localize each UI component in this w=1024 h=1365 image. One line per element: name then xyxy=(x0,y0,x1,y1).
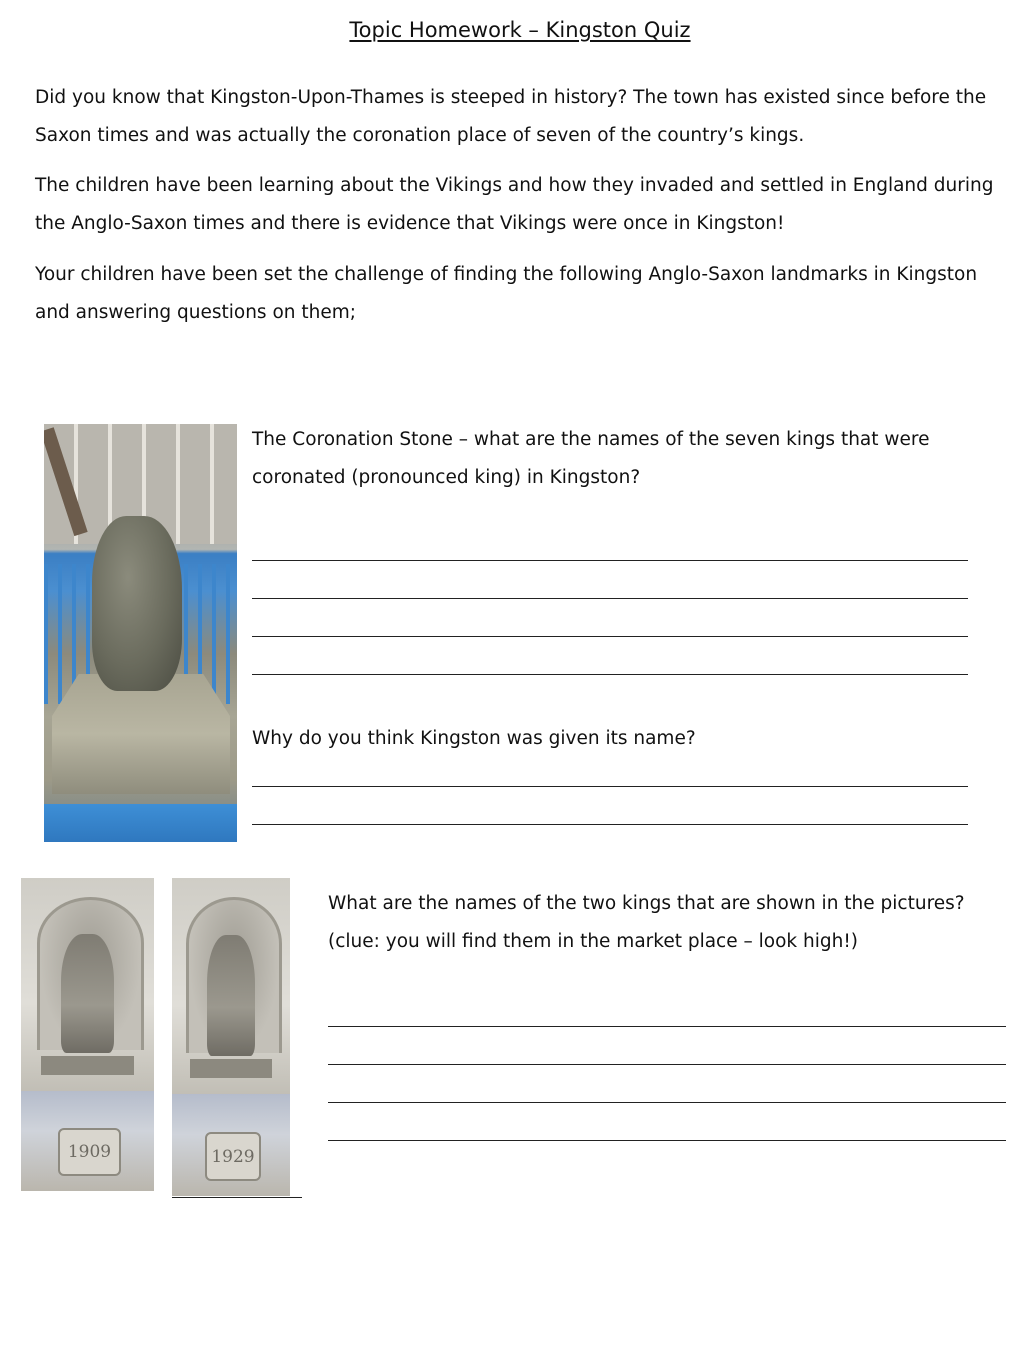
question-coronation-stone: The Coronation Stone – what are the names of the seven kings that were coronated (pronounced king) in Kingston? xyxy=(252,429,930,488)
challenge-paragraph: Your children have been set the challenge of finding the following Anglo-Saxon landmarks in Kingston and answering questions on them; xyxy=(35,264,978,323)
plaque-year: 1909 xyxy=(58,1128,121,1176)
answer-line[interactable] xyxy=(328,1026,1006,1027)
answer-line[interactable] xyxy=(252,636,968,637)
answer-line[interactable] xyxy=(252,824,968,825)
photo-underline xyxy=(172,1197,302,1198)
answer-line[interactable] xyxy=(328,1140,1006,1141)
answer-line[interactable] xyxy=(252,560,968,561)
document-title: Topic Homework – Kingston Quiz xyxy=(349,18,691,42)
answer-line[interactable] xyxy=(252,674,968,675)
answer-line[interactable] xyxy=(252,598,968,599)
answer-line[interactable] xyxy=(328,1102,1006,1103)
answer-line[interactable] xyxy=(328,1064,1006,1065)
vikings-paragraph: The children have been learning about the Vikings and how they invaded and settled in England during the Anglo-Saxon times and there is evidence that Vikings were once in Kingston! xyxy=(35,175,994,234)
king-statue-photo-2 xyxy=(172,878,290,1196)
answer-line[interactable] xyxy=(252,786,968,787)
coronation-stone-photo xyxy=(44,424,237,842)
plaque-year: 1929 xyxy=(205,1132,261,1181)
question-two-kings: What are the names of the two kings that are shown in the pictures? (clue: you will find them in the market place – look high!) xyxy=(328,893,965,952)
question-kingston-name: Why do you think Kingston was given its name? xyxy=(252,728,696,749)
king-statue-photo-1 xyxy=(21,878,154,1191)
intro-paragraph: Did you know that Kingston-Upon-Thames is steeped in history? The town has existed since before the Saxon times and was actually the coronation place of seven of the country’s kings. xyxy=(35,87,987,146)
